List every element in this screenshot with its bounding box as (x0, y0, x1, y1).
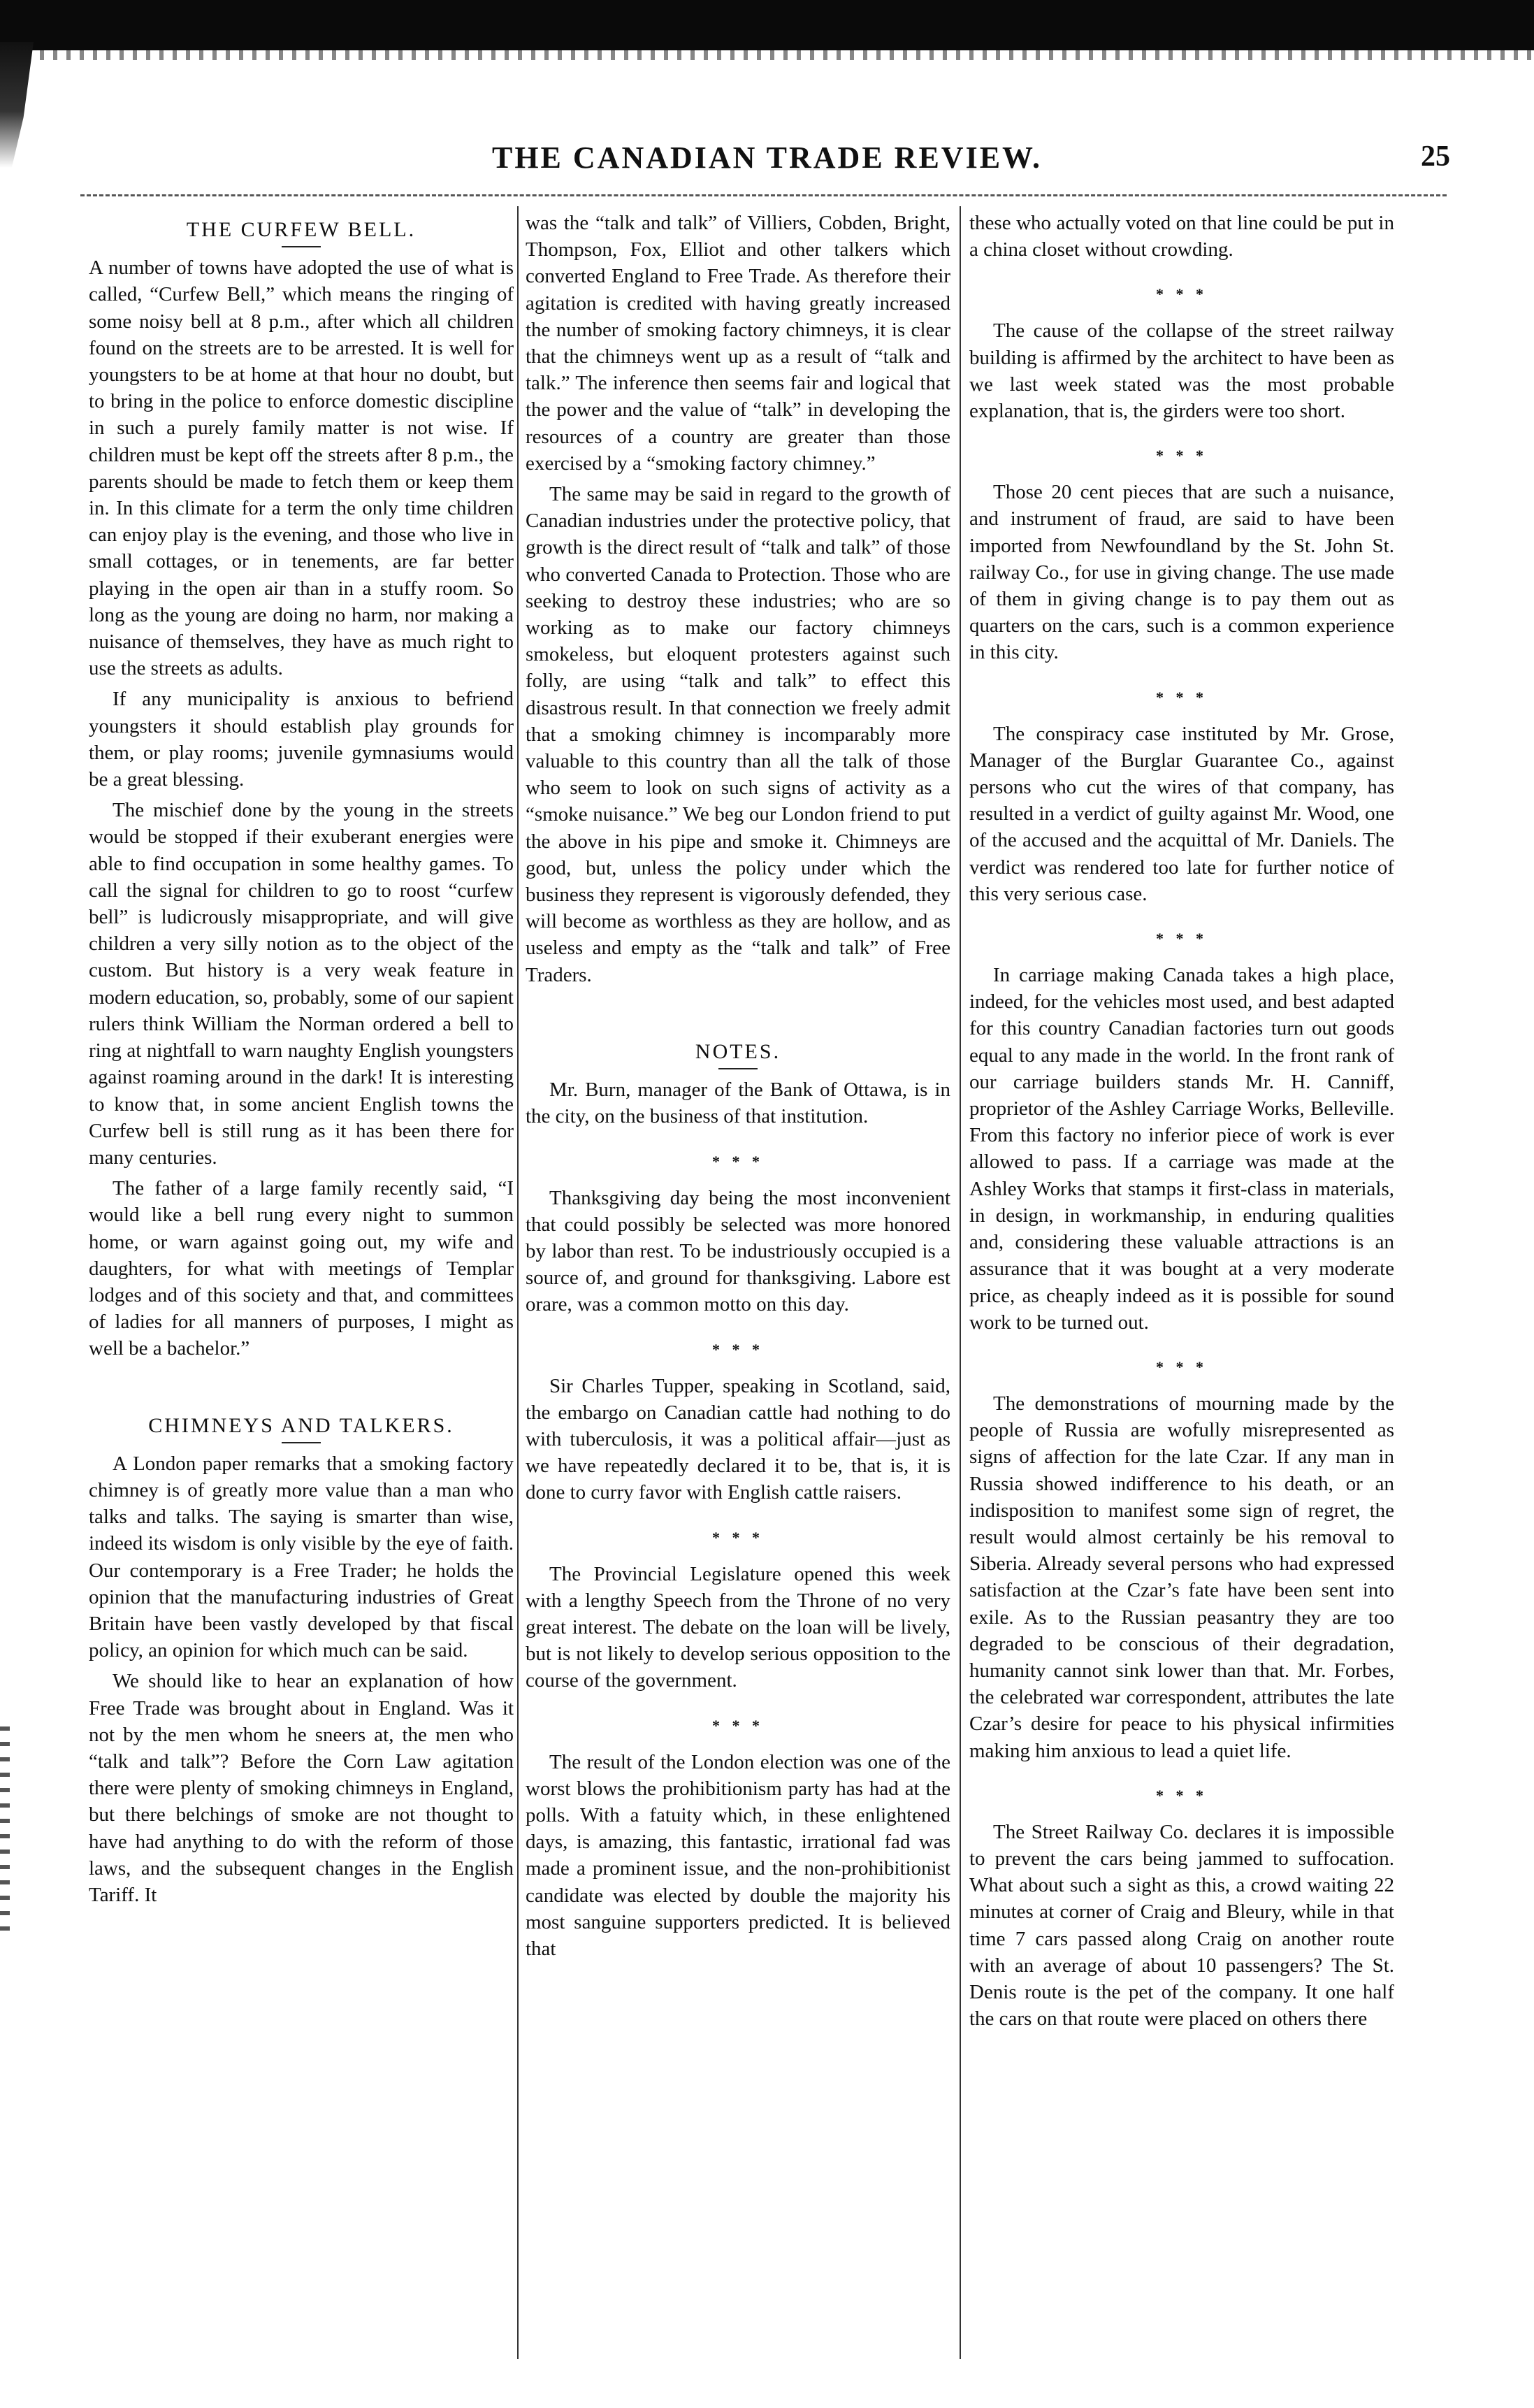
section-separator-asterisks: * * * (1156, 447, 1208, 465)
section-separator-asterisks: * * * (1156, 285, 1208, 303)
article-paragraph: The father of a large family recently said, “I would like a bell rung every night to summon home, or warn against going out, my wife and daughters, for what with meetings of Templar lodges and of this society and that, and committees of ladies for all manners of purposes, I might as well be a bachelor.” (89, 1177, 514, 1360)
article-paragraph: Thanksgiving day being the most inconvenient that could possibly be selected was more honored by labor than rest. To be industriously occupied is a source of, and ground for thanksgiving. Labore est orare, was a common motto on this day. (526, 1186, 950, 1316)
section-separator-asterisks: * * * (712, 1340, 764, 1358)
heading-rule (282, 1442, 321, 1443)
column-left (89, 210, 514, 2377)
section-heading: NOTES. (695, 1039, 781, 1063)
article-paragraph: The cause of the collapse of the street railway building is affirmed by the architect to have been as we last week stated was the most probable explanation, that is, the girders were too short. (969, 319, 1394, 423)
page-header (0, 140, 1534, 189)
heading-rule (718, 1068, 758, 1069)
running-title: THE CANADIAN TRADE REVIEW. (491, 140, 1043, 175)
article-paragraph: The same may be said in regard to the growth of Canadian industries under the protective policy, that growth is the direct result of “talk and talk” of those who converted Canada to Protection. Those who are seeking to destroy these industries; who are so working as to make our factory chimneys smokeless, but eloquent protesters against such folly, are using “talk and talk” to effect this disastrous result. In that connection we freely admit that a smoking chimney is incomparably more valuable to this country than all the talk of those who seem to look on such signs of activity as a “smoke nuisance.” We beg our London friend to put the above in his pipe and smoke it. Chimneys are good, but, unless the policy under which the business they represent is vigorously defended, they will become as worthless as they are hollow, and as useless and empty as the “talk and talk” of Free Traders. (526, 483, 950, 986)
article-paragraph: The demonstrations of mourning made by the people of Russia are wofully misrepresented as signs of affection for the late Czar. If any man in Russia showed indifference to his death, or an indisposition to manifest some sign of regret, the result would almost certainly be his removal to Siberia. Already several persons who had expressed satisfaction at the Czar’s fate have been sent into exile. As to the Russian peasantry they are too degraded to be conscious of their degradation, humanity cannot sink lower than that. Mr. Forbes, the celebrated war correspondent, attributes the late Czar’s desire for peace to his physical infirmities making him anxious to lead a quiet life. (969, 1392, 1394, 1762)
scan-top-border (0, 0, 1534, 50)
article-paragraph: In carriage making Canada takes a high place, indeed, for the vehicles most used, and best adapted for this country Canadian factories turn out goods equal to any made in the world. In the front rank of our carriage builders stands Mr. H. Canniff, proprietor of the Ashley Carriage Works, Belleville. From this factory no inferior piece of work is ever allowed to pass. If a carriage was made at the Ashley Works that stamps it first-class in materials, in design, in workmanship, in enduring qualities and, considering these valuable attractions is an assurance that it was bought at a very moderate price, as cheaply indeed as it is possible for sound work to be turned out. (969, 964, 1394, 1334)
article-paragraph: A London paper remarks that a smoking factory chimney is of greatly more value than a man who talks and talks. The saying is smarter than wise, indeed its wisdom is only visible by the eye of faith. Our contemporary is a Free Trader; he holds the opinion that the manufacturing industries of Great Britain have been vastly developed by that fiscal policy, an opinion for which much can be said. (89, 1452, 514, 1662)
article-paragraph: The result of the London election was one of the worst blows the prohibitionism party has had at the polls. With a fatuity which, in these enlightened days, is amazing, this fantastic, irrational fad was made a prominent issue, and the non-prohibitionist candidate was elected by double the majority his most sanguine supporters predicted. It is believed that (526, 1750, 950, 1960)
section-separator-asterisks: * * * (1156, 1786, 1208, 1804)
header-rule (80, 194, 1447, 196)
article-paragraph: We should like to hear an explanation of how Free Trade was brought about in England. Was it not by the men whom he sneers at, the men who “talk and talk”? Before the Corn Law agitation there were plenty of smoking chimneys in England, but there belchings of smoke are not thought to have had anything to do with the reform of those laws, and the subsequent changes in the English Tariff. It (89, 1670, 514, 1906)
article-paragraph: was the “talk and talk” of Villiers, Cobden, Bright, Thompson, Fox, Elliot and other talkers which converted England to Free Trade. As therefore their agitation is credited with having greatly increased the number of smoking factory chimneys, it is clear that the chimneys went up as a result of “talk and talk.” The inference then seems fair and logical that the power and the value of “talk” in developing the resources of a country are greater than those exercised by a “smoking factory chimney.” (526, 212, 950, 475)
article-paragraph: The mischief done by the young in the streets would be stopped if their exuberant energies were able to find occupation in some healthy games. To call the signal for children to go to roost “curfew bell” is ludicrously misappropriate, and will give children a very silly notion as to the object of the custom. But history is a very weak feature in modern education, so, probably, some of our sapient rulers think William the Norman ordered a bell to ring at nightfall to warn naughty English youngsters against roaming around in the dark! It is interesting to know that, in some ancient English towns the Curfew bell is still rung as it has been there for many centuries. (89, 799, 514, 1169)
article-paragraph: Mr. Burn, manager of the Bank of Ottawa, is in the city, on the business of that institution. (526, 1079, 950, 1128)
section-separator-asterisks: * * * (1156, 688, 1208, 706)
page-number: 25 (1421, 140, 1450, 173)
column-right (969, 210, 1394, 2377)
section-separator-asterisks: * * * (712, 1152, 764, 1170)
heading-rule (282, 246, 321, 247)
article-paragraph: The conspiracy case instituted by Mr. Grose, Manager of the Burglar Guarantee Co., against persons who cut the wires of that company, has resulted in a verdict of guilty against Mr. Wood, one of the accused and the acquittal of Mr. Daniels. The verdict was rendered too late for further notice of this very serious case. (969, 722, 1394, 905)
section-heading: THE CURFEW BELL. (186, 218, 417, 241)
section-separator-asterisks: * * * (1156, 930, 1208, 948)
article-paragraph: Sir Charles Tupper, speaking in Scotland, said, the embargo on Canadian cattle had nothing to do with tuberculosis, it was a political affair—just as we have repeatedly declared it to be, that is, it is done to curry favor with English cattle raisers. (526, 1374, 950, 1504)
column-divider (960, 206, 961, 2359)
article-paragraph: If any municipality is anxious to befriend youngsters it should establish play grounds for them, or play rooms; juvenile gymnasiums would be a great blessing. (89, 688, 514, 791)
section-separator-asterisks: * * * (1156, 1357, 1208, 1376)
article-paragraph: A number of towns have adopted the use of what is called, “Curfew Bell,” which means the ringing of some noisy bell at 8 p.m., after which all children found on the streets are to be arrested. It is well for youngsters to be at home at that hour no doubt, but to bring in the police to enforce domestic discipline in such a purely family matter is not wise. If children must be kept off the streets after 8 p.m., the parents should be made to fetch them or keep them in. In this climate for a term the only time children can enjoy play is the evening, and those who live in small cottages, or in tenements, are far better playing in the open air than in a stuffy room. So long as the young are doing no harm, nor making a nuisance of themselves, they have as much right to use the streets as adults. (89, 257, 514, 680)
article-paragraph: Those 20 cent pieces that are such a nuisance, and instrument of fraud, are said to have been imported from Newfoundland by the St. John St. railway Co., for use in giving change. The use made of them in giving change is to pay them out as quarters on the cars, such is a common experience in this city. (969, 481, 1394, 664)
column-middle (526, 210, 950, 2377)
section-gap (526, 993, 950, 1032)
section-separator-asterisks: * * * (712, 1528, 764, 1546)
article-paragraph: The Street Railway Co. declares it is impossible to prevent the cars being jammed to suffocation. What about such a sight as this, a crowd waiting 22 minutes at corner of Craig and Bleury, while in that time 7 cars passed along Craig on another route with an average of about 10 passengers? The St. Denis route is the pet of the company. It one half the cars on that route were placed on others there (969, 1820, 1394, 2031)
scan-binding-marks (0, 1726, 10, 1936)
article-paragraph: The Provincial Legislature opened this week with a lengthy Speech from the Throne of no very great interest. The debate on the loan will be lively, but is not likely to develop serious opposition to the course of the government. (526, 1562, 950, 1692)
article-paragraph: these who actually voted on that line could be put in a china closet without crowding. (969, 212, 1394, 261)
column-divider (517, 206, 519, 2359)
section-heading: CHIMNEYS AND TALKERS. (148, 1413, 454, 1437)
section-separator-asterisks: * * * (712, 1716, 764, 1734)
section-gap (89, 1367, 514, 1406)
